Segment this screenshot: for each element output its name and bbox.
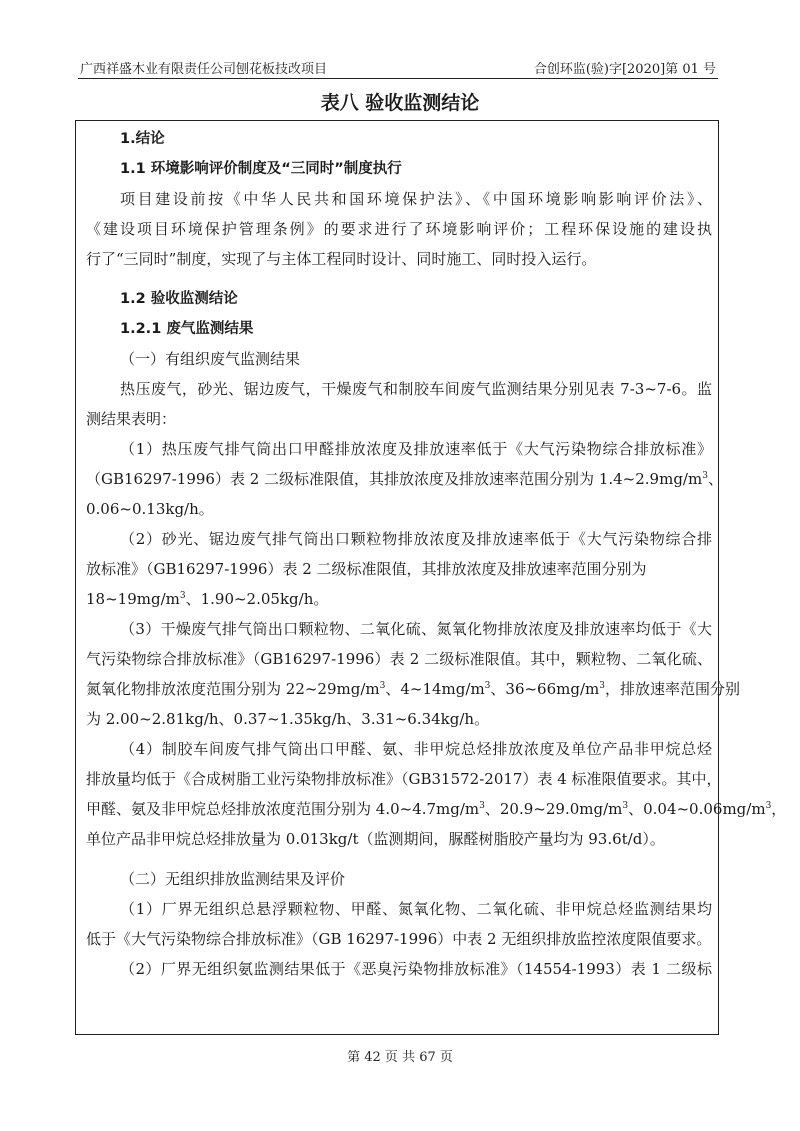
text-run: 氮氧化物排放浓度范围分别为 22~29mg/m (86, 680, 380, 698)
subsection-heading-waste-gas: 1.2.1 废气监测结果 (120, 321, 254, 337)
text-run: 、 (707, 470, 723, 488)
paragraph-line: （二）无组织排放监测结果及评价 (120, 870, 346, 888)
subsection-heading-acceptance: 1.2 验收监测结论 (120, 291, 238, 307)
paragraph-line: （1）厂界无组织总悬浮颗粒物、甲醛、氮氧化物、二氧化硫、非甲烷总烃监测结果均 (120, 900, 712, 918)
paragraph-line: 低于《大气污染物综合排放标准》（GB 16297-1996）中表 2 无组织排放监控浓度限值要求。 (86, 930, 712, 948)
paragraph-line: 项目建设前按《中华人民共和国环境保护法》、《中国环境影响影响评价法》、 (120, 190, 712, 208)
superscript: 3 (479, 801, 485, 811)
paragraph-line: 为 2.00~2.81kg/h、0.37~1.35kg/h、3.31~6.34kg/h。 (86, 710, 490, 728)
superscript: 3 (765, 801, 772, 811)
document-body (86, 124, 787, 984)
paragraph-line: 0.06~0.13kg/h。 (86, 500, 214, 518)
text-run: 、20.9~29.0mg/m (484, 800, 623, 818)
superscript: 3 (702, 471, 708, 481)
text-run: ，排放速率范围分别 (605, 680, 741, 698)
paragraph-line (86, 464, 723, 494)
superscript: 3 (379, 681, 386, 691)
paragraph-line: （一）有组织废气监测结果 (120, 350, 301, 368)
paragraph-line: 行了“三同时”制度，实现了与主体工程同时设计、同时施工、同时投入运行。 (86, 250, 597, 268)
paragraph-line: 排放量均低于《合成树脂工业污染物排放标准》（GB31572-2017）表 4 标准限值要求。其中， (86, 770, 722, 788)
paragraph-line: 气污染物综合排放标准》（GB16297-1996）表 2 二级标准限值。其中，颗粒物、二氧化硫、 (86, 650, 712, 668)
paragraph-line: （2）厂界无组织氨监测结果低于《恶臭污染物排放标准》（14554-1993）表 1 二级标 (120, 960, 712, 978)
paragraph-line (86, 584, 712, 614)
paragraph-line: 单位产品非甲烷总烃排放量为 0.013kg/t（监测期间，脲醛树脂胶产量均为 93.6t/d）。 (86, 830, 665, 848)
superscript: 3 (179, 591, 186, 601)
paragraph-line (86, 794, 787, 824)
paragraph-line: 《建设项目环境保护管理条例》的要求进行了环境影响评价；工程环保设施的建设执 (86, 220, 712, 238)
paragraph-line: （1）热压废气排气筒出口甲醛排放浓度及排放速率低于《大气污染物综合排放标准》 (120, 440, 712, 458)
section-heading-conclusion: 1.结论 (120, 131, 165, 147)
subsection-heading-eia: 1.1 环境影响评价制度及“三同时”制度执行 (120, 161, 402, 177)
paragraph-line: （2）砂光、锯边废气排气筒出口颗粒物排放浓度及排放速率低于《大气污染物综合排 (120, 530, 712, 548)
header-divider (78, 78, 718, 79)
paragraph-line: 放标准》（GB16297-1996）表 2 二级标准限值，其排放浓度及排放速率范围分别为 (86, 560, 647, 578)
superscript: 3 (622, 801, 629, 811)
paragraph-line (86, 674, 741, 704)
text-run: 、36~66mg/m (490, 680, 600, 698)
paragraph-line: （3）干燥废气排气筒出口颗粒物、二氧化硫、氮氧化物排放浓度及排放速率均低于《大 (120, 620, 712, 638)
text-run: 、0.04~0.06mg/m (628, 800, 766, 818)
text-run: 18~19mg/m (86, 590, 180, 608)
text-run: 、4~14mg/m (385, 680, 485, 698)
text-run: 、1.90~2.05kg/h。 (185, 590, 329, 608)
text-run: （GB16297-1996）表 2 二级标准限值，其排放浓度及排放速率范围分别为 1.4~2.9mg/m (86, 470, 703, 488)
text-run: 甲醛、氨及非甲烷总烃排放浓度范围分别为 4.0~4.7mg/m (86, 800, 480, 818)
page-title: 表八 验收监测结论 (320, 92, 480, 114)
text-run: ， (771, 800, 787, 818)
superscript: 3 (599, 681, 605, 691)
paragraph-line: 热压废气，砂光、锯边废气，干燥废气和制胶车间废气监测结果分别见表 7-3~7-6。监 (120, 380, 712, 398)
header-document-number: 合创环监(验)字[2020]第 01 号 (533, 62, 716, 77)
superscript: 3 (484, 681, 491, 691)
paragraph-line: （4）制胶车间废气排气筒出口甲醛、氨、非甲烷总烃排放浓度及单位产品非甲烷总烃 (120, 740, 712, 758)
header-project-name: 广西祥盛木业有限责任公司刨花板技改项目 (80, 62, 328, 77)
paragraph-line: 测结果表明： (86, 410, 177, 428)
page-number: 第 42 页 共 67 页 (347, 1050, 453, 1065)
page-header (80, 58, 716, 77)
